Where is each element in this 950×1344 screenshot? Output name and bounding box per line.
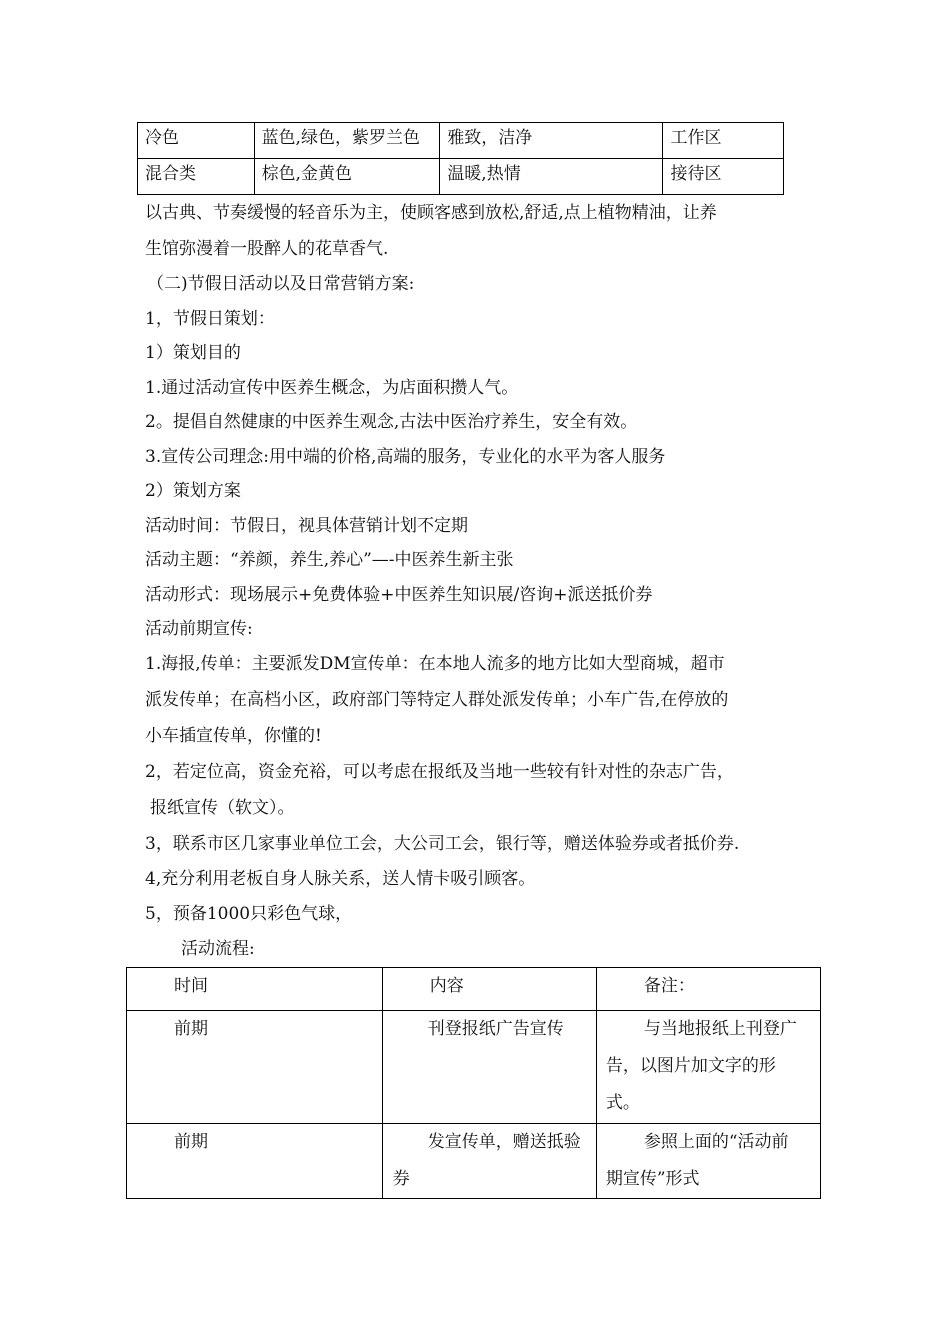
- table-header-cell: [382, 968, 596, 1011]
- list-item: 1.海报,传单：主要派发DM宣传单：在本地人流多的地方比如大型商城，超市: [145, 654, 725, 674]
- list-item: 2，若定位高，资金充裕，可以考虑在报纸及当地一些较有针对性的杂志广告，: [145, 762, 734, 782]
- note-line: 参照上面的“活动前: [643, 1132, 789, 1152]
- table-row: [138, 159, 784, 195]
- table-cell: 接待区: [663, 159, 784, 195]
- list-item: 1.通过活动宣传中医养生概念，为店面积攒人气。: [145, 378, 519, 398]
- time-cell: 前期: [127, 1011, 383, 1124]
- table-header-cell: 时间: [127, 968, 383, 1011]
- table-cell: 温暖,热情: [440, 159, 663, 195]
- note-cell: [596, 1011, 820, 1124]
- subsection-heading: 2）策划方案: [145, 481, 241, 501]
- content-cell: [382, 1124, 596, 1199]
- note-line: 期宣传”形式: [605, 1169, 700, 1189]
- paragraph-line: 生馆弥漫着一股醉人的花草香气.: [145, 239, 389, 259]
- section-heading: 1，节假日策划：: [145, 309, 275, 329]
- list-item: 4,充分利用老板自身人脉关系，送人情卡吸引顾客。: [145, 869, 536, 889]
- table-cell: 工作区: [663, 123, 784, 159]
- paragraph-line: 活动前期宣传:: [145, 619, 253, 639]
- section-heading: （二)节假日活动以及日常营销方案:: [147, 274, 415, 294]
- table-row: [127, 1011, 821, 1124]
- subsection-heading: 活动流程:: [181, 939, 255, 959]
- note-line: 告，以图片加文字的形: [605, 1056, 776, 1076]
- table-cell: 冷色: [138, 123, 255, 159]
- table-cell: 雅致，洁净: [440, 123, 663, 159]
- content-cell: [382, 1011, 596, 1124]
- color-table: [137, 122, 784, 195]
- header-text: 内容: [429, 976, 464, 996]
- list-item: 3.宣传公司理念:用中端的价格,高端的服务，专业化的水平为客人服务: [145, 447, 666, 467]
- content-line: 刊登报纸广告宣传: [427, 1019, 564, 1039]
- paragraph-line: 活动形式：现场展示+免费体验+中医养生知识展/咨询+派送抵价券: [145, 585, 653, 605]
- paragraph-line: 以古典、节奏缓慢的轻音乐为主，使顾客感到放松,舒适,点上植物精油，让养: [145, 203, 717, 223]
- table-cell: 混合类: [138, 159, 255, 195]
- table-header-row: [127, 968, 821, 1011]
- paragraph-line: 活动时间：节假日，视具体营销计划不定期: [145, 516, 468, 536]
- note-line: 式。: [605, 1093, 640, 1113]
- table-row: [127, 1124, 821, 1199]
- table-cell: 棕色,金黄色: [254, 159, 440, 195]
- paragraph-line: 报纸宣传（软文）。: [150, 798, 295, 818]
- list-item: 3，联系市区几家事业单位工会，大公司工会，银行等，赠送体验券或者抵价券.: [145, 834, 740, 854]
- table-header-cell: [596, 968, 820, 1011]
- header-text: 备注：: [643, 976, 695, 996]
- paragraph-line: 活动主题：“养颜，养生,养心”—-中医养生新主张: [145, 550, 514, 570]
- content-line: 发宣传单，赠送抵验: [427, 1132, 581, 1152]
- table-row: [138, 123, 784, 159]
- paragraph-line: 小车插宣传单，你懂的!: [145, 726, 322, 746]
- time-cell: 前期: [127, 1124, 383, 1199]
- list-item: 5，预备1000只彩色气球，: [145, 904, 353, 924]
- note-line: 与当地报纸上刊登广: [643, 1019, 797, 1039]
- paragraph-line: 派发传单；在高档小区，政府部门等特定人群处派发传单；小车广告,在停放的: [145, 690, 729, 710]
- list-item: 2。提倡自然健康的中医养生观念,古法中医治疗养生，安全有效。: [145, 412, 638, 432]
- note-cell: [596, 1124, 820, 1199]
- subsection-heading: 1）策划目的: [145, 343, 241, 363]
- activity-flow-table: [126, 967, 821, 1199]
- content-line: 券: [392, 1169, 410, 1189]
- table-cell: 蓝色,绿色，紫罗兰色: [254, 123, 440, 159]
